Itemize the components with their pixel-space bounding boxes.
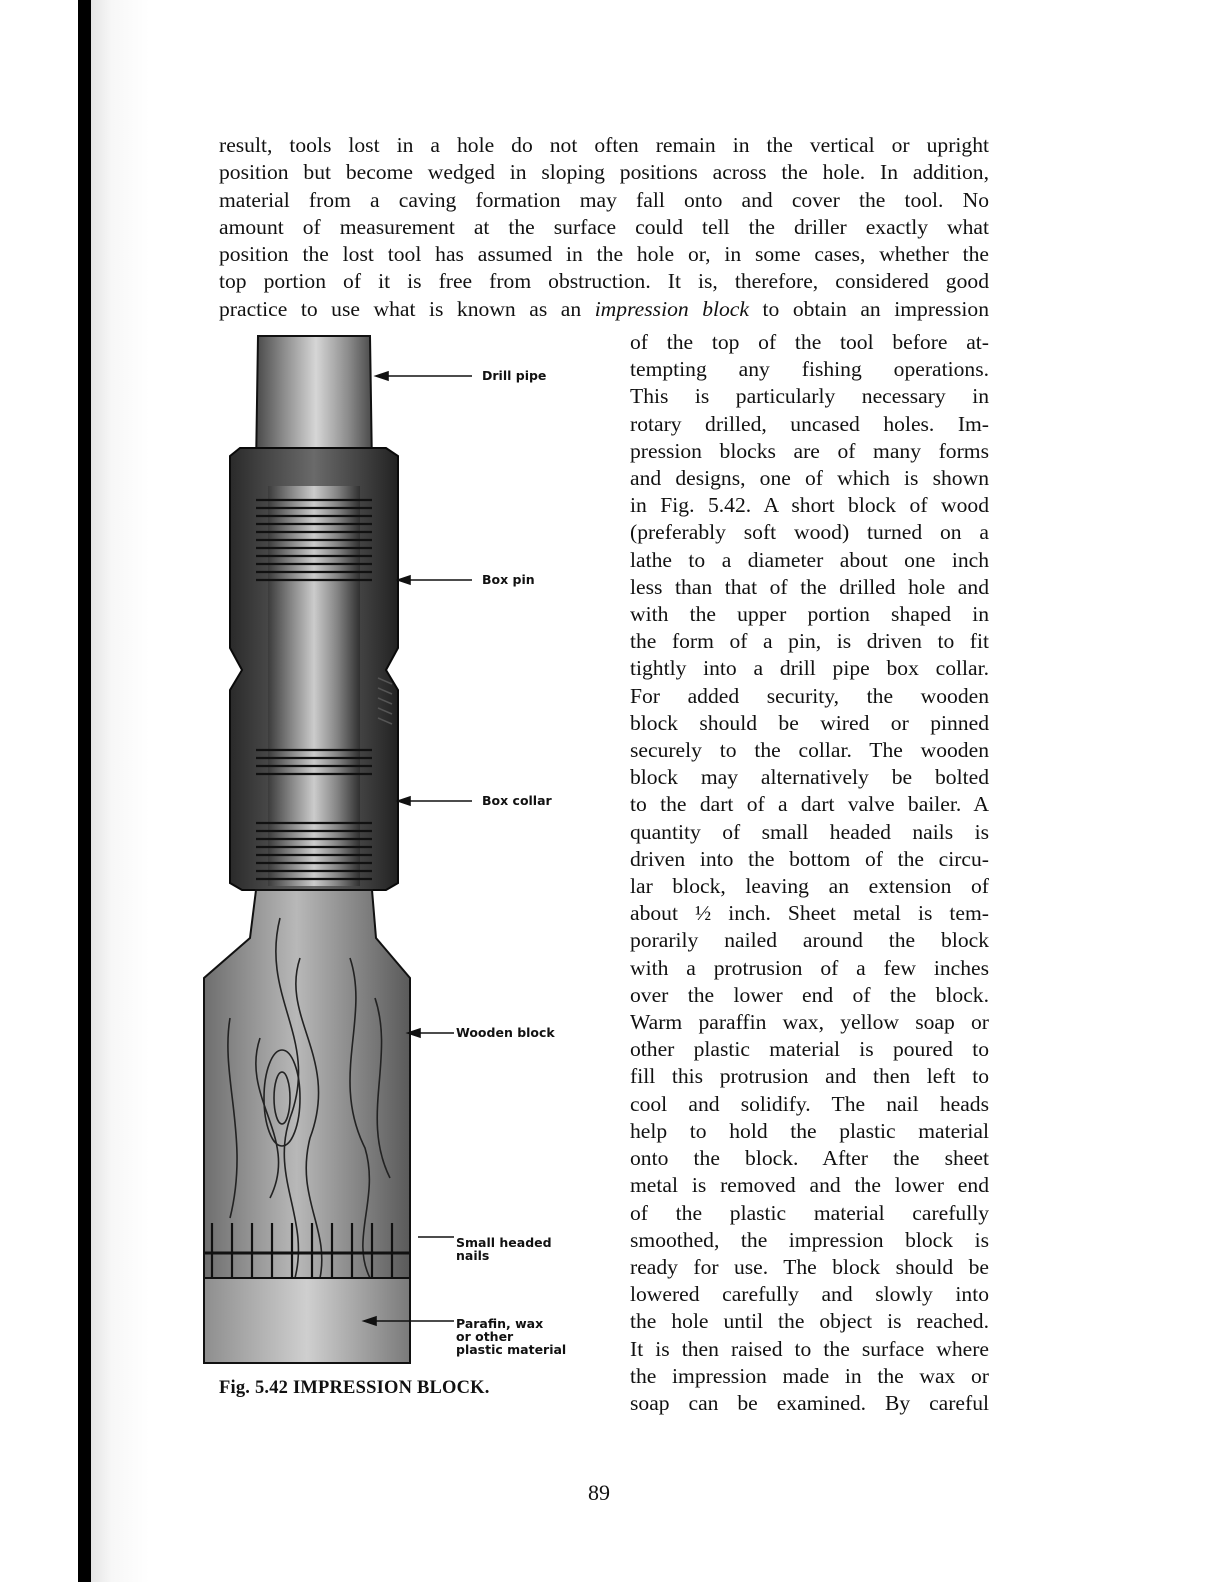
label-drill-pipe: Drill pipe — [482, 368, 547, 383]
text-line: cool and solidify. The nail heads — [630, 1091, 989, 1116]
text-line: about ½ inch. Sheet metal is tem- — [630, 901, 989, 926]
text-line: ready for use. The block should be — [630, 1254, 989, 1279]
label-box-collar: Box collar — [482, 793, 552, 808]
text-line: tempting any fishing operations. — [630, 357, 989, 382]
text-line: This is particularly necessary in — [630, 384, 989, 409]
text-line: top portion of it is free from obstruction. It is, therefore, considered good — [219, 269, 989, 294]
text-line: quantity of small headed nails is — [630, 819, 989, 844]
box-collar-shape — [230, 448, 398, 890]
text-line: Warm paraffin wax, yellow soap or — [630, 1010, 989, 1035]
impression-block-illustration — [200, 318, 600, 1368]
text-line: position the lost tool has assumed in the hole or, in some cases, whether the — [219, 242, 989, 267]
label-line: nails — [456, 1248, 490, 1263]
text-line: tightly into a drill pipe box collar. — [630, 656, 989, 681]
text-line: It is then raised to the surface where — [630, 1336, 989, 1361]
text-line: with the upper portion shaped in — [630, 602, 989, 627]
label-paraffin-wax — [456, 1317, 566, 1356]
text-line: the hole until the object is reached. — [630, 1309, 989, 1334]
text-line: porarily nailed around the block — [630, 928, 989, 953]
label-line: plastic material — [456, 1342, 567, 1357]
gutter-shading — [91, 0, 149, 1582]
text-line: lathe to a diameter about one inch — [630, 547, 989, 572]
text-line: onto the block. After the sheet — [630, 1146, 989, 1171]
text-line: other plastic material is poured to — [630, 1037, 989, 1062]
text-line: less than that of the drilled hole and — [630, 574, 989, 599]
text-line: result, tools lost in a hole do not often remain in the vertical or upright — [219, 133, 989, 157]
book-spine-shadow — [78, 0, 91, 1582]
text-line: block may alternatively be bolted — [630, 765, 989, 790]
text-line: metal is removed and the lower end — [630, 1173, 989, 1198]
text-line: (preferably soft wood) turned on a — [630, 520, 989, 545]
text-line: lar block, leaving an extension of — [630, 874, 989, 899]
text-line: smoothed, the impression block is — [630, 1227, 989, 1252]
text-line: in Fig. 5.42. A short block of wood — [630, 493, 989, 518]
body-paragraph-right-column — [630, 329, 989, 1417]
text-line: material from a caving formation may fall onto and cover the tool. No — [219, 187, 989, 212]
text-line: the impression made in the wax or — [630, 1363, 989, 1388]
label-box-pin: Box pin — [482, 572, 535, 587]
text-line: rotary drilled, uncased holes. Im- — [630, 411, 989, 436]
page-number: 89 — [588, 1480, 610, 1505]
text-line: of the plastic material carefully — [630, 1200, 989, 1225]
label-wooden-block: Wooden block — [456, 1025, 555, 1040]
text-line: pression blocks are of many forms — [630, 438, 989, 463]
text-line: help to hold the plastic material — [630, 1118, 989, 1143]
text-line: to the dart of a dart valve bailer. A — [630, 792, 989, 817]
text-line: For added security, the wooden — [630, 683, 989, 708]
text-line: block should be wired or pinned — [630, 710, 989, 735]
text-line: fill this protrusion and then left to — [630, 1064, 989, 1089]
emphasized-term: impression block — [594, 296, 749, 321]
impression-block-figure — [200, 318, 600, 1398]
text-line: lowered carefully and slowly into — [630, 1282, 989, 1307]
text-line: and designs, one of which is shown — [630, 466, 989, 491]
text-line: position but become wedged in sloping positions across the hole. In addition, — [219, 160, 989, 185]
label-line: or other — [456, 1329, 514, 1344]
text-line: over the lower end of the block. — [630, 982, 989, 1007]
label-line: Small headed — [456, 1235, 552, 1250]
text-segment: practice to use what is known as an — [219, 296, 595, 321]
text-line: amount of measurement at the surface could tell the driller exactly what — [219, 214, 989, 239]
body-paragraph-top — [219, 132, 989, 323]
label-small-headed-nails — [456, 1236, 552, 1262]
text-line: with a protrusion of a few inches — [630, 955, 989, 980]
text-line: securely to the collar. The wooden — [630, 738, 989, 763]
text-line: of the top of the tool before at- — [630, 330, 989, 354]
label-line: Parafin, wax — [456, 1316, 544, 1331]
text-segment: to obtain an impression — [748, 296, 990, 321]
text-line: the form of a pin, is driven to fit — [630, 629, 989, 654]
figure-caption: Fig. 5.42 IMPRESSION BLOCK. — [219, 1378, 490, 1398]
text-line: soap can be examined. By careful — [630, 1390, 989, 1415]
text-line: driven into the bottom of the circu- — [630, 846, 989, 871]
